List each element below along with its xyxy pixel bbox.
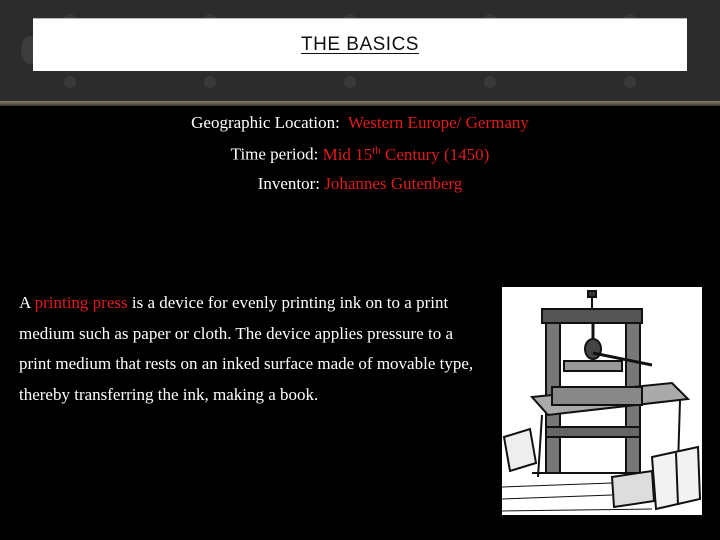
period-line (0, 144, 720, 165)
inventor-value: Johannes Gutenberg (324, 174, 463, 193)
description-lead: A (19, 293, 35, 312)
header-divider (0, 101, 720, 106)
title-box (33, 18, 687, 71)
period-value-prefix: Mid 15 (322, 144, 373, 164)
period-label: Time period: (230, 144, 319, 164)
description-paragraph (19, 288, 479, 410)
inventor-line (0, 174, 720, 194)
period-value-suffix: Century (1450) (380, 144, 490, 164)
location-line (0, 113, 720, 133)
location-value: Western Europe/ Germany (348, 113, 529, 132)
printing-press-icon (502, 287, 702, 515)
period-value-sup: th (372, 144, 381, 156)
description-text: is a device for evenly printing ink on to a print medium such as paper or cloth. The device applies pressure to a print medium that rests on an inked surface made of movable type, thereby transferring the ink, making a book. (19, 293, 474, 404)
location-label: Geographic Location: (191, 113, 340, 132)
slide-title: THE BASICS (301, 34, 419, 55)
printing-press-image (502, 287, 702, 515)
inventor-label: Inventor: (257, 174, 321, 193)
period-value (323, 145, 490, 164)
description-highlight: printing press (34, 293, 128, 312)
